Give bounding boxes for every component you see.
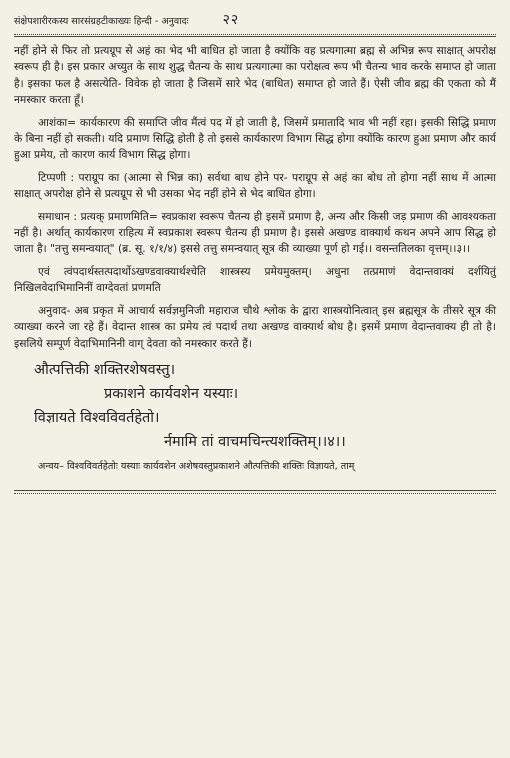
- header-divider-solid: [14, 36, 496, 37]
- paragraph-ashanka: आशंका= कार्यकारण की समाप्ति जीव मैंत्वं पद में हो जाती है, जिसमें प्रमातादि भाव भी नहीं रहा। इसकी सिद्धि प्रमाण के बिना नहीं हो सकती। यदि प्रमाण सिद्धि होती है तो इससे कार्यकारण विभाग सिद्ध होगा क्योंकि कारण हुआ प्रमाण और कार्य हुआ प्रमेय, तो कारण कार्य विभाग सिद्ध होगा।: [14, 115, 496, 162]
- footer-divider: [14, 493, 496, 494]
- verse-line: विज्ञायते विश्वविवर्तहेतो।: [34, 409, 160, 426]
- anvaya-line: अन्वय– विश्वविवर्तहेतोः यस्याः कार्यवशेन अशेषवस्तुप्रकाशने औत्पत्तिकी शक्तिः विज्ञायते, ताम्: [38, 460, 355, 472]
- footer-divider-solid: [14, 490, 496, 491]
- paragraph-continuation: नहीं होने से फिर तो प्रत्यग्रूप से अहं का भेद भी बाधित हो जाता है क्योंकि वह प्रत्यगात्मा ब्रह्म से अभिन्न रूप साक्षात् अपरोक्ष स्वरूप ही है। इस प्रकार अच्युत के साथ शुद्ध चैतन्य के साथ प्रत्यगात्मा का परोक्षत्व रूप भी चैतन्य भाव करके समाप्त हो जाता है। इसका फल है असत्येति- विवेक हो जाता है जिसमें सारे भेद (बाधित) समाप्त हो जाते हैं। ऐसी जीव ब्रह्म की एकता को मैं नमस्कार करता हूँ।: [14, 44, 496, 107]
- verse-line: औत्पत्तिकी शक्तिरशेषवस्तु।: [34, 361, 176, 378]
- paragraph-anuvad: अनुवाद- अब प्रकृत में आचार्य सर्वज्ञमुनिजी महाराज चौथे श्लोक के द्वारा शास्त्रयोनित्वात् इस ब्रह्मसूत्र के तीसरे सूत्र की व्याख्या करने जा रहे हैं। वेदान्त शास्त्र का प्रमेय त्वं पदार्थ तथा अखण्ड वाक्यार्थ बोध है। इसमें प्रमाण वेदान्तवाक्य ही तो है। इसलिये सम्पूर्ण वेदाभिमानिनी वाग् देवता को नमस्कार करते हैं।: [14, 303, 496, 350]
- header-divider: [14, 34, 496, 35]
- page-number: २२: [222, 12, 240, 28]
- verse-line: र्नमामि तां वाचमचिन्त्यशक्तिम्।।४।।: [164, 433, 346, 450]
- paragraph-tippani: टिप्पणी : पराग्रूप का (आत्मा से भिन्न का) सर्वथा बाध होने पर- पराग्रूप से अहं का बोध तो होगा नहीं साथ में आत्मा साक्षात् अपरोक्ष होने से प्रत्यग्रूप से भी उसका भेद नहीं होने से भेद बाधित होगा।: [14, 170, 496, 201]
- verse-line: प्रकाशने कार्यवशेन यस्याः।: [104, 385, 239, 402]
- verse-block: [14, 358, 496, 454]
- paragraph-samadhan: समाधान : प्रत्यक् प्रमाणमिति= स्वप्रकाश स्वरूप चैतन्य ही इसमें प्रमाण है, अन्य और किसी जड़ प्रमाण की आवश्यकता नहीं है। अर्थात् कार्यकारण राहित्य में स्वप्रकाश स्वरूप चैतन्य ही प्रमाण है। इससे अखण्ड वाक्यार्थ कथन अपने आप सिद्ध हो जाता है। "तत्तु समन्वयात्" (ब्र. सू. १/१/४) इससे तत्तु समन्वयात् सूत्र की व्याख्या पूर्ण हो गई।। वसन्ततिलका वृत्तम्।।३।।: [14, 209, 496, 256]
- running-title: संक्षेपशारीरकस्य सारसंग्रहटीकाख्यः हिन्दी - अनुवादः: [14, 16, 189, 27]
- paragraph-sanskrit-intro: एवं त्वंपदार्थस्तत्पदार्थोऽखण्डवाक्यार्थश्चेति शास्त्रस्य प्रमेयमुक्तम्। अधुना तत्प्रमाणं वेदान्तवाक्यं दर्शयितुं निखिलवेदाभिमानिनीं वाग्देवतां प्रणमति: [14, 264, 496, 295]
- running-header: [14, 10, 496, 32]
- page: [14, 10, 496, 494]
